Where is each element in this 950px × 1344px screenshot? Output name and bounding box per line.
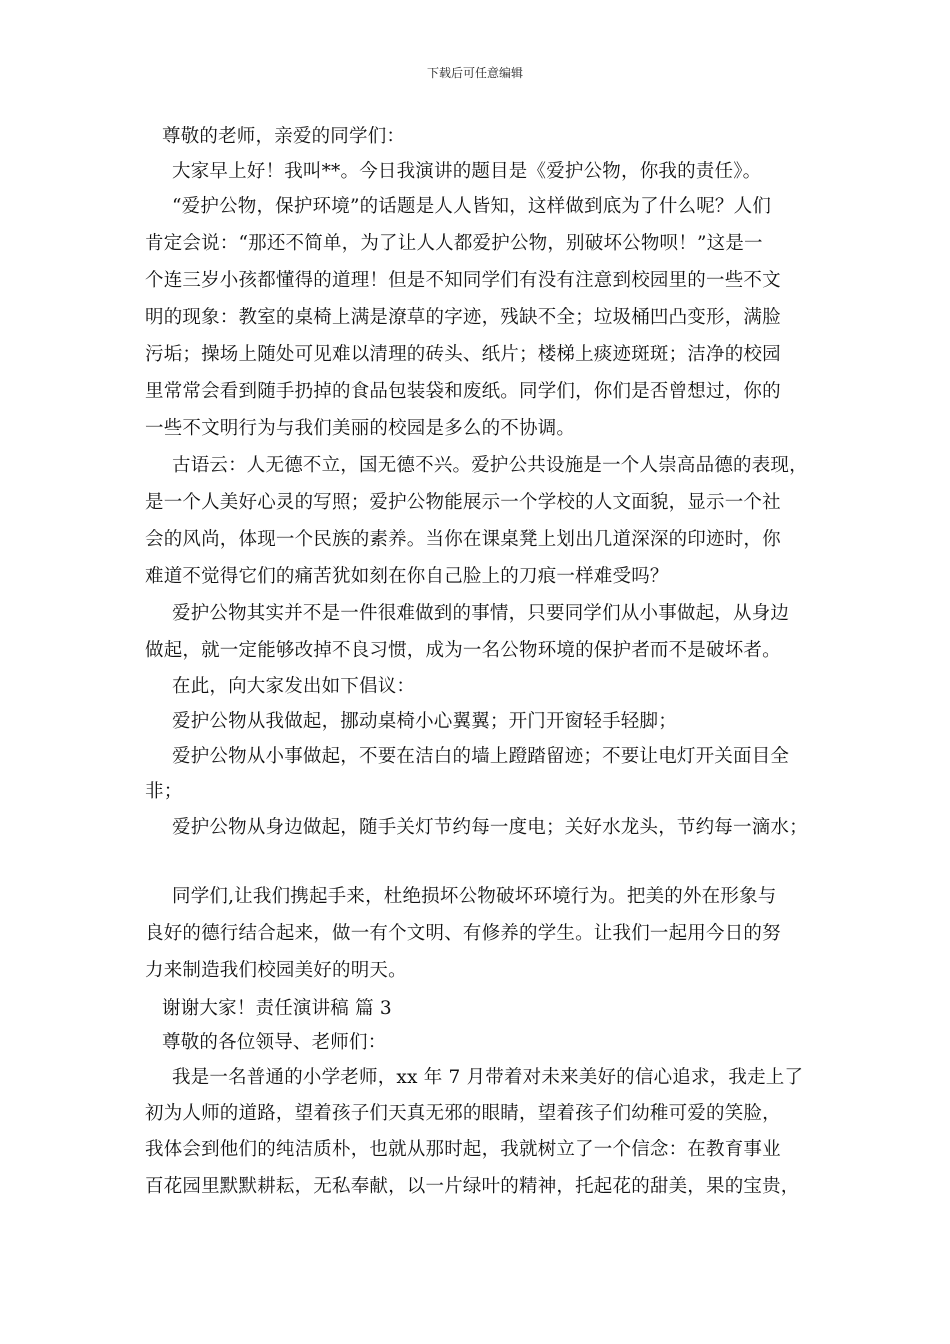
paragraph-line: 我体会到他们的纯洁质朴，也就从那时起，我就树立了一个信念：在教育事业 [145,1139,781,1160]
section-heading: 谢谢大家！责任演讲稿 篇 3 [162,998,392,1019]
paragraph-line: 爱护公物其实并不是一件很难做到的事情，只要同学们从小事做起，从身边 [172,603,790,624]
paragraph-line: 良好的德行结合起来，做一有个文明、有修养的学生。让我们一起用今日的努 [145,923,781,944]
paragraph-line: 大家早上好！我叫**。今日我演讲的题目是《爱护公物，你我的责任》。 [172,161,762,182]
salutation: 尊敬的各位领导、老师们： [162,1032,387,1053]
paragraph-line: 古语云：人无德不立，国无德不兴。爱护公共设施是一个人崇高品德的表现， [172,455,808,476]
paragraph-line: 污垢；操场上随处可见难以清理的砖头、纸片；楼梯上痰迹斑斑；洁净的校园 [145,344,781,365]
paragraph-line: 一些不文明行为与我们美丽的校园是多么的不协调。 [145,418,576,439]
paragraph-line: 明的现象：教室的桌椅上满是潦草的字迹，残缺不全；垃圾桶凹凸变形，满脸 [145,307,781,328]
paragraph-line: 在此，向大家发出如下倡议： [172,676,416,697]
paragraph-line: 初为人师的道路，望着孩子们天真无邪的眼睛，望着孩子们幼稚可爱的笑脸， [145,1103,781,1124]
page-header: 下载后可任意编辑 [426,66,523,80]
paragraph-line: 同学们,让我们携起手来，杜绝损坏公物破坏环境行为。把美的外在形象与 [172,886,777,907]
paragraph-line: 难道不觉得它们的痛苦犹如刻在你自己脸上的刀痕一样难受吗？ [145,566,669,587]
paragraph-line: 会的风尚，体现一个民族的素养。当你在课桌凳上划出几道深深的印迹时，你 [145,529,781,550]
paragraph-line: 爱护公物从身边做起，随手关灯节约每一度电；关好水龙头，节约每一滴水； [172,817,808,838]
paragraph-line: 做起，就一定能够改掉不良习惯，成为一名公物环境的保护者而不是破坏者。 [145,640,781,661]
paragraph-line: 爱护公物从我做起，挪动桌椅小心翼翼；开门开窗轻手轻脚； [172,711,677,732]
paragraph-line: 里常常会看到随手扔掉的食品包装袋和废纸。同学们，你们是否曾想过，你的 [145,381,781,402]
paragraph-line: 非； [145,781,183,802]
paragraph-line: 力来制造我们校园美好的明天。 [145,960,407,981]
paragraph-line: 百花园里默默耕耘，无私奉献，以一片绿叶的精神，托起花的甜美，果的宝贵， [145,1176,800,1197]
paragraph-line: 爱护公物从小事做起，不要在洁白的墙上蹬踏留迹；不要让电灯开关面目全 [172,746,790,767]
paragraph-line: 肯定会说：“那还不简单，为了让人人都爱护公物，别破坏公物呗！”这是一 [145,233,763,254]
paragraph-line: “爱护公物，保护环境”的话题是人人皆知，这样做到底为了什么呢？人们 [172,196,772,217]
paragraph-line: 是一个人美好心灵的写照；爱护公物能展示一个学校的人文面貌，显示一个社 [145,492,781,513]
salutation: 尊敬的老师，亲爱的同学们： [162,126,406,147]
paragraph-line: 个连三岁小孩都懂得的道理！但是不知同学们有没有注意到校园里的一些不文 [145,270,781,291]
paragraph-line: 我是一名普通的小学老师，xx 年 7 月带着对未来美好的信心追求，我走上了 [172,1067,804,1088]
